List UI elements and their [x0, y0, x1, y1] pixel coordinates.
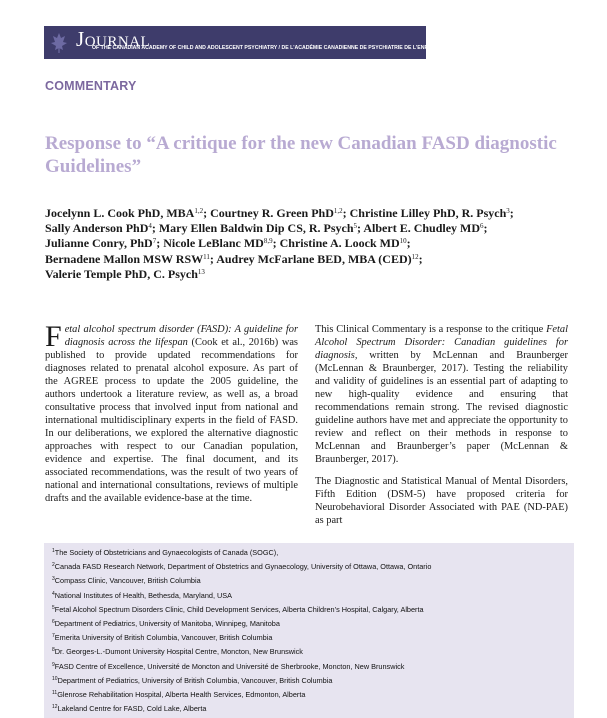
author-name: ; Christine Lilley PhD, R. Psych: [342, 206, 507, 220]
author-line: [45, 236, 575, 251]
footnote-text: Glenrose Rehabilitation Hospital, Alberta Health Services, Edmonton, Alberta: [57, 690, 306, 699]
affiliation-marker: 10: [399, 237, 407, 246]
journal-banner: [44, 26, 497, 59]
footnote: [52, 576, 201, 585]
author-name: Bernadene Mallon MSW RSW: [45, 251, 204, 266]
footnote: [52, 647, 303, 656]
author-line: [45, 267, 575, 282]
footnote-text: Emerita University of British Columbia, Vancouver, British Columbia: [54, 633, 273, 643]
affiliation-marker: 7: [152, 237, 157, 246]
footnote-text: Department of Pediatrics, University of British Columbia, Vancouver, British Columbia: [57, 675, 333, 685]
footnote-number: 7: [52, 633, 55, 640]
affiliation-marker: 3: [506, 207, 510, 215]
journal-subtitle: OF THE CANADIAN ACADEMY OF CHILD AND ADOLESCENT PSYCHIATRY / DE L'ACADÉMIE CANADIENNE DE PSYCHIATRIE DE L'ENFANT ET DE L'ADOLESCENT: [92, 45, 497, 51]
footnote-number: 3: [52, 576, 55, 583]
author-name: ;: [483, 221, 488, 236]
footnote-number: 2: [52, 562, 55, 569]
footnote: [52, 633, 272, 642]
left-column: [45, 320, 298, 514]
author-name: Julianne Conry, PhD: [45, 236, 153, 251]
affiliation-marker: 12: [411, 252, 419, 261]
author-name: ; Audrey McFarlane BED, MBA (CED): [209, 251, 412, 266]
footnote-number: 4: [52, 590, 55, 597]
footnote-text: Dr. Georges-L.-Dumont University Hospital Centre, Moncton, New Brunswick: [54, 647, 303, 657]
affiliation-footnotes: [44, 543, 574, 718]
footnote-text: Fetal Alcohol Spectrum Disorders Clinic, Child Development Services, Alberta Children’s Hospital, Calgary, Alberta: [54, 604, 424, 614]
footnote-text: Compass Clinic, Vancouver, British Columbia: [54, 576, 201, 586]
affiliation-marker: 11: [203, 252, 210, 261]
drop-cap: F: [45, 320, 62, 353]
author-name: Valerie Temple PhD, C. Psych: [45, 266, 198, 281]
footnote: [52, 562, 431, 571]
affiliation-marker: 5: [353, 222, 358, 231]
author-name: ; Mary Ellen Baldwin Dip CS, R. Psych: [151, 221, 354, 236]
commentary-paragraph: This Clinical Commentary is a response to the critique Fetal Alcohol Spectrum Disorder: Canadian guidelines for diagnosis, written by McLennan and Braunberger (McLennan & Braunberger, 2017). Testing the reliability and validity of guidelines is an essential part of adapting to new high-quality evidence and ensuring that recommendations remain strong. The revised diagnostic guideline authors have met and appreciate the opportunity to review and reflect on their methods in response to McLennan and Braunberger’s paper (McLennan & Braunberger, 2017).: [315, 324, 568, 465]
footnote-text: FASD Centre of Excellence, Université de Moncton and Université de Sherbrooke, Moncton, New Brunswick: [54, 661, 405, 671]
footnote: [52, 676, 332, 685]
author-name: ;: [418, 251, 423, 266]
author-name: ; Christine A. Loock MD: [272, 236, 400, 251]
author-line: [45, 252, 575, 267]
author-name: ; Courtney R. Green PhD: [203, 206, 334, 220]
right-column: [315, 323, 568, 536]
maple-leaf-logo-icon: [50, 32, 68, 54]
author-line: [45, 221, 575, 236]
footnote-number: 10: [52, 675, 58, 682]
footnote-text: Department of Pediatrics, University of Manitoba, Winnipeg, Manitoba: [54, 619, 280, 628]
affiliation-marker: 13: [197, 267, 205, 276]
footnote-text: Canada FASD Research Network, Department of Obstetrics and Gynaecology, University of Ottawa, Ottawa, Ontario: [54, 562, 432, 572]
footnote-text: Lakeland Centre for FASD, Cold Lake, Alberta: [57, 704, 207, 714]
footnote-text: National Institutes of Health, Bethesda, Maryland, USA: [54, 590, 233, 600]
footnote-number: 12: [52, 704, 58, 711]
author-name: ; Nicole LeBlanc MD: [156, 236, 264, 251]
footnote: [52, 605, 424, 614]
footnote-number: 8: [52, 647, 55, 654]
footnote: [52, 662, 404, 671]
author-list: [45, 206, 575, 282]
footnote-number: 11: [52, 690, 58, 696]
author-name: ;: [406, 236, 411, 251]
journal-name: JOURNAL: [76, 27, 151, 51]
footnote: [52, 619, 280, 628]
author-name: ; Albert E. Chudley MD: [357, 221, 481, 236]
author-name: ;: [509, 206, 514, 220]
affiliation-marker: 1,2: [333, 207, 343, 215]
author-name: Jocelynn L. Cook PhD, MBA: [45, 206, 195, 220]
affiliation-marker: 8,9: [263, 237, 273, 246]
affiliation-marker: 4: [148, 222, 152, 231]
footnote-number: 6: [52, 619, 55, 625]
footnote-number: 5: [52, 604, 55, 611]
footnote: [52, 690, 305, 699]
dsm-paragraph: The Diagnostic and Statistical Manual of Mental Disorders, Fifth Edition (DSM-5) have proposed criteria for Neurobehavioral Disorder Associated with PAE (ND-PAE) as part: [315, 476, 568, 526]
affiliation-marker: 1,2: [194, 207, 204, 215]
affiliation-marker: 6: [480, 222, 484, 231]
intro-paragraph: Fetal alcohol spectrum disorder (FASD): A guideline for diagnosis across the lifespan (Cook et al., 2016b) was published to provide updated recommendations for diagnoses related to prenatal alcohol exposure. As part of the AGREE process to update the 2005 guideline, the authors undertook a literature review, as well as, a broad consultative process that involved input from national and international multidisciplinary experts in the field of FASD. In our deliberations, we explored the alternative diagnostic approaches with respect to our Canadian population, evidence and expertise. The final document, and its associated recommendations, was the result of two years of national and international consultations, reviews of multiple drafts and the available evidence-base at the time.: [45, 320, 298, 504]
article-title: Response to “A critique for the new Canadian FASD diagnostic Guidelines”: [45, 133, 557, 177]
footnote-number: 1: [52, 548, 55, 554]
section-label: COMMENTARY: [45, 79, 137, 93]
author-name: Sally Anderson PhD: [45, 221, 149, 236]
footnote: [52, 704, 206, 713]
author-line: [45, 206, 575, 221]
footnote: [52, 591, 232, 600]
footnote-number: 9: [52, 661, 55, 668]
footnote: [52, 548, 278, 557]
footnote-text: The Society of Obstetricians and Gynaecologists of Canada (SOGC),: [54, 548, 279, 557]
